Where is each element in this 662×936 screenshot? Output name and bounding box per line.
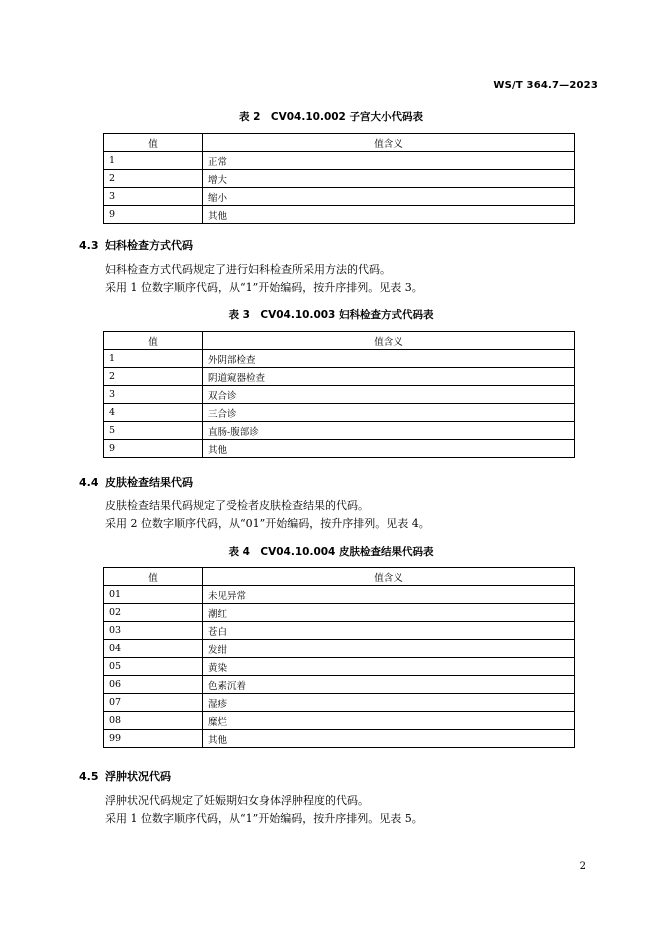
section-title: 妇科检查方式代码 [105,239,193,252]
column-header-meaning: 值含义 [203,332,575,350]
code-value: 3 [104,386,203,404]
code-value: 5 [104,422,203,440]
section-4-4-heading [79,474,193,490]
code-meaning: 阴道窥器检查 [203,368,575,386]
table-row [104,658,575,676]
code-value: 05 [104,658,203,676]
table-row [104,676,575,694]
code-meaning: 糜烂 [203,712,575,730]
table-2-caption: 表 2 CV04.10.002 子宫大小代码表 [238,111,424,123]
table-row [104,188,575,206]
column-header-value: 值 [104,134,203,152]
code-meaning: 其他 [203,440,575,458]
code-meaning: 外阴部检查 [203,350,575,368]
table-row [104,422,575,440]
code-meaning: 双合诊 [203,386,575,404]
code-meaning: 缩小 [203,188,575,206]
page-number: 2 [579,861,586,872]
section-4-5-paragraph-2: 采用 1 位数字顺序代码，从“1”开始编码，按升序排列。见表 5。 [105,812,423,825]
code-value: 3 [104,188,203,206]
code-meaning: 未见异常 [203,586,575,604]
table-4-caption: 表 4 CV04.10.004 皮肤检查结果代码表 [228,546,434,558]
column-header-meaning: 值含义 [203,568,575,586]
code-value: 1 [104,152,203,170]
code-value: 4 [104,404,203,422]
column-header-meaning: 值含义 [203,134,575,152]
code-meaning: 湿疹 [203,694,575,712]
table-row [104,712,575,730]
code-meaning: 其他 [203,730,575,748]
code-meaning: 苍白 [203,622,575,640]
code-meaning: 三合诊 [203,404,575,422]
code-value: 9 [104,206,203,224]
table-3-caption: 表 3 CV04.10.003 妇科检查方式代码表 [228,309,434,321]
table-header-row [104,134,575,152]
table-header-row [104,332,575,350]
code-value: 03 [104,622,203,640]
table-row [104,368,575,386]
table-header-row [104,568,575,586]
code-value: 06 [104,676,203,694]
standard-code-header: WS/T 364.7—2023 [493,80,598,91]
section-4-4-paragraph-1: 皮肤检查结果代码规定了受检者皮肤检查结果的代码。 [105,499,369,512]
code-meaning: 发绀 [203,640,575,658]
code-meaning: 其他 [203,206,575,224]
column-header-value: 值 [104,332,203,350]
section-number: 4.3 [79,239,99,252]
code-value: 2 [104,368,203,386]
table-3-gyn-exam-method-codes [103,331,575,458]
section-number: 4.5 [79,770,99,783]
code-value: 07 [104,694,203,712]
section-title: 皮肤检查结果代码 [105,476,193,489]
table-row [104,404,575,422]
code-value: 99 [104,730,203,748]
section-4-5-heading [79,768,171,784]
code-value: 1 [104,350,203,368]
table-row [104,640,575,658]
code-meaning: 黄染 [203,658,575,676]
code-value: 2 [104,170,203,188]
table-row [104,350,575,368]
table-4-skin-exam-result-codes [103,567,575,748]
section-4-3-heading [79,237,193,253]
code-value: 01 [104,586,203,604]
code-meaning: 色素沉着 [203,676,575,694]
table-row [104,604,575,622]
code-meaning: 潮红 [203,604,575,622]
code-meaning: 增大 [203,170,575,188]
section-4-4-paragraph-2: 采用 2 位数字顺序代码，从“01”开始编码，按升序排列。见表 4。 [105,517,430,530]
table-row [104,206,575,224]
table-row [104,586,575,604]
table-row [104,622,575,640]
column-header-value: 值 [104,568,203,586]
table-row [104,152,575,170]
table-row [104,170,575,188]
section-title: 浮肿状况代码 [105,770,171,783]
table-row [104,730,575,748]
code-meaning: 正常 [203,152,575,170]
table-row [104,440,575,458]
section-4-3-paragraph-1: 妇科检查方式代码规定了进行妇科检查所采用方法的代码。 [105,263,391,276]
section-number: 4.4 [79,476,99,489]
code-value: 02 [104,604,203,622]
code-meaning: 直肠-腹部诊 [203,422,575,440]
section-4-5-paragraph-1: 浮肿状况代码规定了妊娠期妇女身体浮肿程度的代码。 [105,794,369,807]
code-value: 08 [104,712,203,730]
code-value: 9 [104,440,203,458]
section-4-3-paragraph-2: 采用 1 位数字顺序代码，从“1”开始编码，按升序排列。见表 3。 [105,281,423,294]
table-2-uterus-size-codes [103,133,575,224]
table-row [104,386,575,404]
table-row [104,694,575,712]
code-value: 04 [104,640,203,658]
